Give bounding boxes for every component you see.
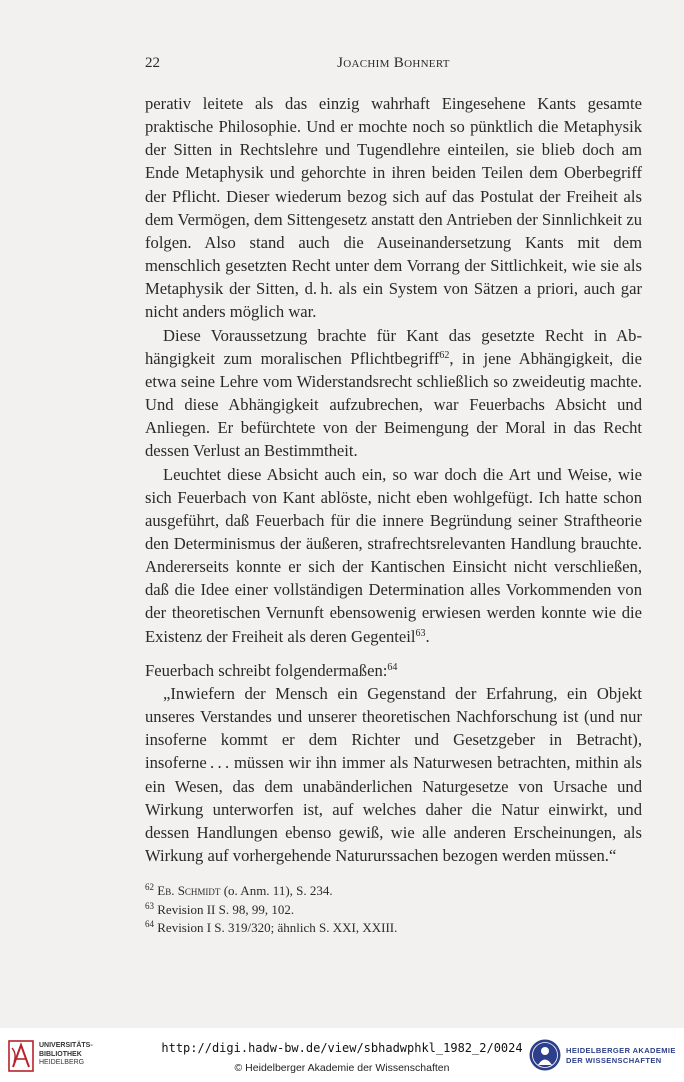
paragraph-3-text-b: . <box>425 626 430 646</box>
viewer-footer <box>0 1028 684 1082</box>
copyright-notice: © Heidelberger Akademie der Wissenschaften <box>234 1062 450 1074</box>
footnote-text: Revision I S. 319/320; ähnlich S. XXI, XXIII. <box>157 920 398 935</box>
paragraph-2 <box>145 324 642 463</box>
academy-line-1: HEIDELBERGER AKADEMIE <box>566 1046 676 1055</box>
block-quote: „Inwiefern der Mensch ein Gegenstand der Erfahrung, ein Objekt unseres Verstandes und unserer theoretischen Nachforschung ist (und nur insoferne kommt er dem Richter und Gesetzgeber in Betracht), insoferne . . . müssen wir ihn immer als Naturwesen betrachten, mithin als ein Wesen, das dem unabänderlichen Naturgesetze von Ursache und Wirkung unterworfen ist, auf welches daher die Natur einwirkt, und dessen Handlungen ebenso gewiß, wie alle anderen Erscheinungen, als Wirkung auf vorhergehende Natururssachen bezogen werden müssen.“ <box>145 683 642 865</box>
body-text <box>145 92 642 867</box>
footnote-text: (o. Anm. 11), S. 234. <box>220 883 333 898</box>
footnote-number: 62 <box>145 882 154 892</box>
footnote-text: Revision II S. 98, 99, 102. <box>157 901 295 917</box>
paragraph-2-text-a: Diese Voraussetzung brachte für Kant das gesetzte Recht in Abhängigkeit zum moralischen Pflichtbegriff <box>145 325 642 368</box>
academy-logo[interactable] <box>528 1038 678 1076</box>
academy-seal-icon <box>528 1038 562 1072</box>
footnote-ref-62[interactable]: 62 <box>439 349 450 361</box>
paragraph-4 <box>145 659 642 682</box>
page-header <box>145 55 642 77</box>
footnotes <box>145 882 642 938</box>
footnote-ref-63[interactable]: 63 <box>415 627 426 639</box>
paragraph-4-text: Feuerbach schreibt folgendermaßen: <box>145 660 388 680</box>
paragraph-2-text-b: , in jene Abhängigkeit, die etwa seine Lehre vom Widerstandsrecht schließlich so zweideutig machte. Und diese Abhängigkeit aufzubrechen, war Feuerbachs Absicht und Anliegen. Er befürchtete von der Beimengung der Moral in das Recht dessen Verlust an Bestimmtheit. <box>145 348 642 461</box>
footnote-number: 63 <box>145 900 154 911</box>
page-number: 22 <box>145 55 160 71</box>
footnote-author: Eb. Schmidt <box>157 883 221 898</box>
footnote-64 <box>145 919 642 938</box>
paragraph-1: perativ leitete als das einzig wahrhaft Eingesehene Kants gesamte praktische Philosophie. Und er mochte noch so pünktlich die Metaphysik der Sitten in Rechtslehre und Tugendlehre einteilen, sie blieb doch am Ende Metaphysik und gehorchte in ihren beiden Teilen dem Oberbegriff der Pflicht. Dieser wiederum bezog sich auf das Postulat der Freiheit als dem Vermögen, dem Sittengesetz anstatt den Antrieben der Sinnlichkeit zu folgen. Also stand auch die Auseinandersetzung Kants mit dem menschlich gesetzten Recht unter dem Vorrang der Sittlichkeit, wie sie als Metaphysik der Sitten, d. h. als ein System von Sätzen a priori, auch gar nicht anders möglich war. <box>145 94 642 322</box>
library-line-1: UNIVERSITÄTS- <box>39 1042 93 1049</box>
running-head: Joachim Bohnert <box>337 55 450 71</box>
library-line-2: BIBLIOTHEK <box>39 1050 82 1058</box>
academy-wordmark <box>566 1046 676 1065</box>
footnote-63 <box>145 901 642 920</box>
footnote-62 <box>145 882 642 901</box>
library-line-3: HEIDELBERG <box>39 1059 85 1066</box>
paragraph-3 <box>145 463 642 648</box>
permalink-url[interactable]: http://digi.hadw-bw.de/view/sbhadwphkl_1982_2/0024 <box>161 1041 523 1055</box>
paragraph-3-text-a: Leuchtet diese Absicht auch ein, so war doch die Art und Weise, wie sich Feuerbach von Kant ablöste, nicht eben wohlgefügt. Ich hatte schon ausgeführt, daß Feuerbach für die innere Begründung seiner Straftheorie den Determinismus der äußeren, strafrechtsrelevanten Handlung brauchte. Andererseits konnte er sich der Kantischen Einsicht nicht verschließen, daß die Idee einer vollständigen Determination alles Vorkommenden von der theoretischen Vernunft ebensowenig erwiesen werden konnte wie die Existenz der Freiheit als deren Gegenteil <box>145 464 642 646</box>
footnote-number: 64 <box>145 919 154 929</box>
academy-line-2: DER WISSENSCHAFTEN <box>566 1055 662 1065</box>
footnote-ref-64[interactable]: 64 <box>387 661 398 673</box>
